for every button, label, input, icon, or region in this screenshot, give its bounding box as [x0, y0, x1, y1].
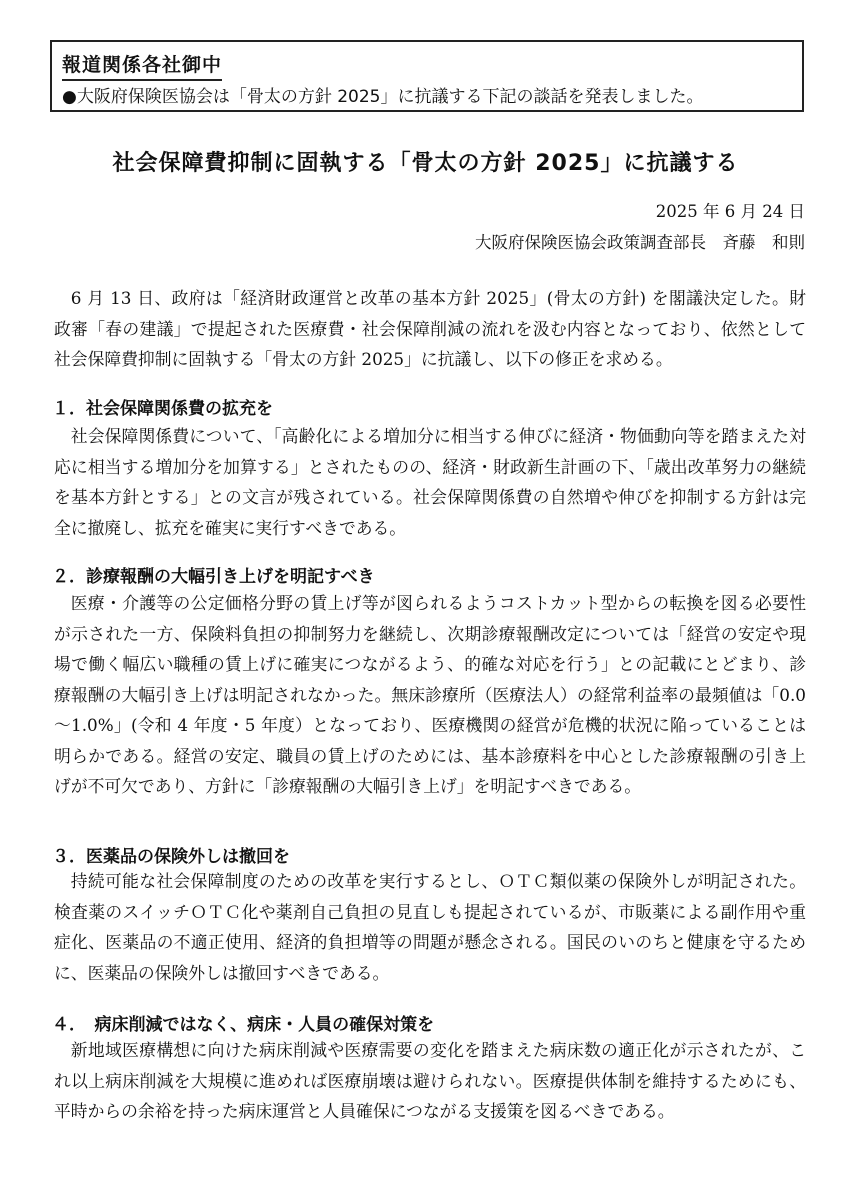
statement-author: 大阪府保険医協会政策調査部長 斉藤 和則: [475, 233, 805, 252]
section-3-body: 持続可能な社会保障制度のための改革を実行するとし、ＯＴＣ類似薬の保険外しが明記された。検査薬のスイッチＯＴＣ化や薬剤自己負担の見直しも提起されているが、市販薬による副作用や重症化、医薬品の不適正使用、経済的負担増等の問題が懸念される。国民のいのちと健康を守るために、医薬品の保険外しは撤回すべきである。: [54, 871, 806, 983]
notice-title: 報道関係各社御中: [62, 50, 222, 81]
statement-title: 社会保障費抑制に固執する「骨太の方針 2025」に抗議する: [112, 151, 739, 176]
section-4-heading: ４． 病床削減ではなく、病床・人員の確保対策を: [52, 1015, 435, 1035]
statement-date: 2025 年 6 月 24 日: [655, 202, 805, 221]
section-2-heading: ２．診療報酬の大幅引き上げを明記すべき: [52, 567, 375, 587]
section-1-body: 社会保障関係費について、「高齢化による増加分に相当する伸びに経済・物価動向等を踏まえた対応に相当する増加分を加算する」とされたものの、経済・財政新生計画の下、「歳出改革努力の継続を基本方針とする」との文言が残されている。社会保障関係費の自然増や伸びを抑制する方針は完全に撤廃し、拡充を確実に実行すべきである。: [54, 426, 806, 538]
section-1-heading: １．社会保障関係費の拡充を: [52, 399, 273, 419]
press-notice-box: [50, 40, 804, 112]
section-4-body: 新地域医療構想に向けた病床削減や医療需要の変化を踏まえた病床数の適正化が示されたが、これ以上病床削減を大規模に進めれば医療崩壊は避けられない。医療提供体制を維持するためにも、平時からの余裕を持った病床運営と人員確保につながる支援策を図るべきである。: [54, 1040, 806, 1121]
section-3-heading: ３．医薬品の保険外しは撤回を: [52, 847, 290, 867]
section-2-body: 医療・介護等の公定価格分野の賃上げ等が図られるようコストカット型からの転換を図る必要性が示された一方、保険料負担の抑制努力を継続し、次期診療報酬改定については「経営の安定や現場で働く幅広い職種の賃上げに確実につながるよう、的確な対応を行う」との記載にとどまり、診療報酬の大幅引き上げは明記されなかった。無床診療所（医療法人）の経常利益率の最頻値は「0.0～1.0%」(令和 4 年度・5 年度）となっており、医療機関の経営が危機的状況に陥っていることは明らかである。経営の安定、職員の賃上げのためには、基本診療料を中心とした診療報酬の引き上げが不可欠であり、方針に「診療報酬の大幅引き上げ」を明記すべきである。: [54, 593, 806, 796]
intro-paragraph: 6 月 13 日、政府は「経済財政運営と改革の基本方針 2025」(骨太の方針) を閣議決定した。財政審「春の建議」で提起された医療費・社会保障削減の流れを汲む内容となっており、依然として社会保障費抑制に固執する「骨太の方針 2025」に抗議し、以下の修正を求める。: [54, 288, 806, 369]
notice-text: ●大阪府保険医協会は「骨太の方針 2025」に抗議する下記の談話を発表しました。: [62, 87, 704, 107]
